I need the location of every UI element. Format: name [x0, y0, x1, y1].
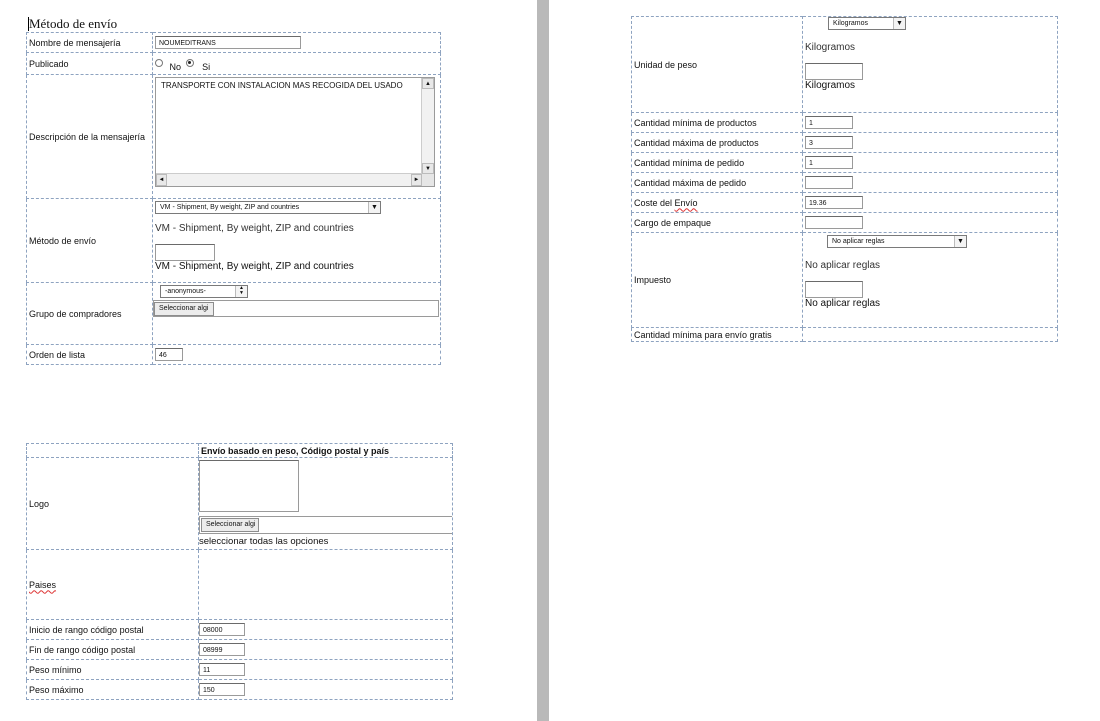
metodo-input[interactable]	[155, 244, 215, 261]
impuesto-select[interactable]	[827, 235, 967, 248]
table-row	[27, 283, 441, 345]
table-row	[632, 328, 1058, 342]
publicado-radio-si[interactable]	[186, 59, 194, 67]
paises-list[interactable]	[199, 550, 453, 620]
publicado-label: Publicado	[27, 53, 153, 75]
scroll-down-icon[interactable]: ▼	[422, 163, 434, 174]
table-row	[632, 213, 1058, 233]
cant-max-prod-input[interactable]: 3	[805, 136, 853, 149]
fin-cp-input[interactable]: 08999	[199, 643, 245, 656]
unidad-select[interactable]	[828, 17, 906, 30]
envio-gratis-value[interactable]	[803, 328, 1058, 342]
grupo-label: Grupo de compradores	[27, 283, 153, 345]
coste-label: Coste del	[634, 197, 675, 208]
unidad-text-2: Kilogramos	[805, 80, 856, 91]
envio-gratis-label: Cantidad mínima para envío gratis	[632, 328, 803, 342]
inicio-cp-input[interactable]: 08000	[199, 623, 245, 636]
cargo-label: Cargo de empaque	[632, 213, 803, 233]
scroll-corner	[422, 174, 434, 186]
table-row	[27, 444, 453, 458]
table-row	[632, 193, 1058, 213]
select-all-link[interactable]: seleccionar todas las opciones	[199, 536, 329, 547]
logo-select-box[interactable]	[199, 516, 453, 534]
peso-min-input[interactable]: 11	[199, 663, 245, 676]
impuesto-text-2: No aplicar reglas	[805, 298, 881, 309]
chevron-down-icon[interactable]: ▼	[368, 202, 380, 213]
orden-label: Orden de lista	[27, 345, 153, 365]
cant-min-ped-label: Cantidad mínima de pedido	[632, 153, 803, 173]
cant-min-prod-label: Cantidad mínima de productos	[632, 113, 803, 133]
nombre-input[interactable]: NOUMEDITRANS	[155, 36, 301, 49]
chevron-down-icon[interactable]: ▼	[893, 18, 905, 29]
table-row	[632, 233, 1058, 328]
cant-min-ped-input[interactable]: 1	[805, 156, 853, 169]
scroll-up-icon[interactable]: ▲	[422, 78, 434, 89]
scroll-left-icon[interactable]: ◄	[156, 174, 167, 186]
table-row	[27, 620, 453, 640]
vertical-scrollbar[interactable]	[421, 78, 434, 174]
cant-max-ped-input[interactable]	[805, 176, 853, 189]
descripcion-textarea[interactable]	[155, 77, 435, 187]
table-row	[27, 660, 453, 680]
scroll-right-icon[interactable]: ►	[411, 174, 422, 186]
right-page	[549, 0, 1100, 721]
table-row	[632, 173, 1058, 193]
chevron-down-icon[interactable]: ▼	[954, 236, 966, 247]
metodo-text-1: VM - Shipment, By weight, ZIP and countries	[155, 223, 354, 234]
left-page	[0, 0, 537, 721]
table-row	[27, 680, 453, 700]
table-row	[27, 75, 441, 199]
impuesto-input[interactable]	[805, 281, 863, 298]
cant-max-prod-label: Cantidad máxima de productos	[632, 133, 803, 153]
weight-settings-table	[631, 16, 1058, 342]
unidad-label: Unidad de peso	[632, 17, 803, 113]
shipping-method-table	[26, 32, 441, 365]
peso-max-input[interactable]: 150	[199, 683, 245, 696]
peso-min-label: Peso mínimo	[27, 660, 199, 680]
unidad-text-1: Kilogramos	[805, 42, 856, 53]
table-row	[27, 53, 441, 75]
horizontal-scrollbar[interactable]	[156, 173, 422, 186]
table-row	[27, 345, 441, 365]
logo-list[interactable]	[199, 460, 299, 512]
spinner-icon[interactable]: ▲ ▼	[235, 286, 247, 297]
table-row	[27, 458, 453, 550]
fin-cp-label: Fin de rango código postal	[27, 640, 199, 660]
table-row	[27, 199, 441, 283]
impuesto-select-value: No aplicar reglas	[832, 238, 885, 245]
table-row	[27, 550, 453, 620]
coste-input[interactable]: 19.36	[805, 196, 863, 209]
logo-select-button[interactable]: Seleccionar algi	[201, 518, 259, 532]
page-gutter	[537, 0, 549, 721]
grupo-select-value: -anonymous-	[165, 288, 206, 295]
unidad-input[interactable]	[805, 63, 863, 80]
descripcion-text: TRANSPORTE CON INSTALACION MAS RECOGIDA DEL USADO	[161, 81, 403, 90]
cant-min-prod-input[interactable]: 1	[805, 116, 853, 129]
publicado-no-label: No	[169, 61, 182, 72]
coste-label-word: Envío	[674, 197, 698, 208]
impuesto-text-1: No aplicar reglas	[805, 260, 881, 271]
cant-max-ped-label: Cantidad máxima de pedido	[632, 173, 803, 193]
form-header: Envío basado en peso, Código postal y país	[201, 445, 390, 456]
impuesto-label: Impuesto	[632, 233, 803, 328]
metodo-select[interactable]	[155, 201, 381, 214]
metodo-select-value: VM - Shipment, By weight, ZIP and countries	[160, 204, 300, 211]
weight-zip-table	[26, 443, 453, 700]
publicado-radio-no[interactable]	[155, 59, 163, 67]
unidad-select-value: Kilogramos	[833, 20, 869, 27]
table-row	[632, 17, 1058, 113]
table-row	[632, 113, 1058, 133]
header-empty	[27, 444, 199, 458]
grupo-select[interactable]	[160, 285, 248, 298]
cargo-input[interactable]	[805, 216, 863, 229]
paises-label: Paises	[29, 579, 57, 590]
table-row	[632, 153, 1058, 173]
logo-label: Logo	[27, 458, 199, 550]
grupo-select-button[interactable]: Seleccionar algi	[154, 302, 214, 316]
metodo-text-2: VM - Shipment, By weight, ZIP and countries	[155, 261, 354, 272]
grupo-select-box[interactable]	[153, 300, 439, 317]
table-row	[27, 640, 453, 660]
page-title: Método de envío	[29, 16, 118, 31]
publicado-si-label: Si	[202, 61, 211, 72]
metodo-label: Método de envío	[27, 199, 153, 283]
inicio-cp-label: Inicio de rango código postal	[27, 620, 199, 640]
peso-max-label: Peso máximo	[27, 680, 199, 700]
descripcion-label: Descripción de la mensajería	[27, 75, 153, 199]
orden-input[interactable]: 46	[155, 348, 183, 361]
table-row	[27, 33, 441, 53]
table-row	[632, 133, 1058, 153]
nombre-label: Nombre de mensajería	[27, 33, 153, 53]
